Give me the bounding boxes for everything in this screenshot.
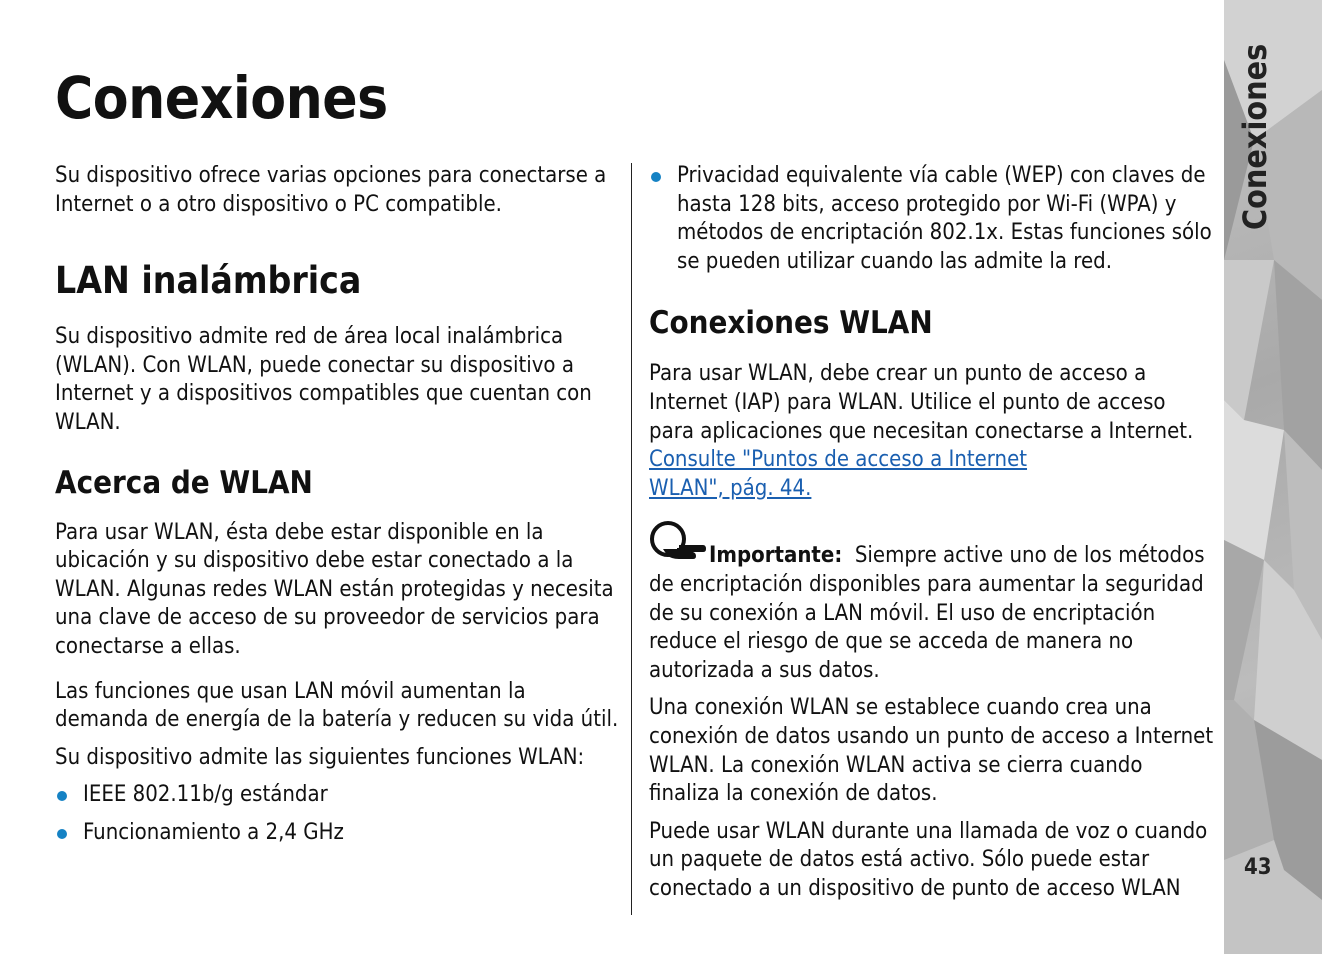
page-number: 43 <box>1244 855 1272 880</box>
bullet-icon <box>57 791 67 801</box>
acerca-paragraph-3: Su dispositivo admite las siguientes funciones WLAN: <box>55 744 585 770</box>
conexiones-paragraph-3: Puede usar WLAN durante una llamada de voz o cuando un paquete de datos está activo. Sólo puede estar conectado a un dispositivo de punto de acceso WLAN <box>649 818 1208 901</box>
important-label: Importante: <box>709 543 843 569</box>
feature-list-continued <box>649 162 1215 276</box>
page-title: Conexiones <box>55 64 388 132</box>
acerca-paragraph-2: Las funciones que usan LAN móvil aumentan la demanda de energía de la batería y reducen su vida útil. <box>55 678 619 733</box>
left-column <box>55 162 621 857</box>
acerca-paragraph-1: Para usar WLAN, ésta debe estar disponible en la ubicación y su dispositivo debe estar conectado a la WLAN. Algunas redes WLAN están protegidas y necesita una clave de acceso de su proveedor de servicios para conectarse a ellas. <box>55 519 614 659</box>
list-item <box>55 819 621 848</box>
link-line-2: WLAN", pág. 44. <box>649 475 812 501</box>
acerca-heading: Acerca de WLAN <box>55 464 313 501</box>
list-item-text: IEEE 802.11b/g estándar <box>83 782 328 808</box>
important-note <box>649 519 1215 685</box>
lan-heading: LAN inalámbrica <box>55 259 362 303</box>
list-item-text: Funcionamiento a 2,4 GHz <box>83 819 344 845</box>
conexiones-paragraph-1-text: Para usar WLAN, debe crear un punto de acceso a Internet (IAP) para WLAN. Utilice el punto de acceso para aplicaciones que necesitan conectarse a Internet. <box>649 361 1194 444</box>
list-item-text: Privacidad equivalente vía cable (WEP) con claves de hasta 128 bits, acceso protegido por Wi-Fi (WPA) y métodos de encriptación 802.1x. Estas funciones sólo se pueden utilizar cuando las admite la red. <box>677 163 1212 274</box>
bullet-icon <box>57 829 67 839</box>
lan-paragraph: Su dispositivo admite red de área local inalámbrica (WLAN). Con WLAN, puede conectar su dispositivo a Internet y a dispositivos compatibles que cuentan con WLAN. <box>55 324 592 435</box>
important-hand-icon <box>649 519 707 565</box>
right-column <box>649 162 1215 912</box>
important-text: Siempre active uno de los métodos de encriptación disponibles para aumentar la seguridad de su conexión a LAN móvil. El uso de encriptación reduce el riesgo de que se acceda de manera no autorizada a sus datos. <box>649 543 1205 683</box>
list-item <box>649 162 1215 276</box>
side-tab-title: Conexiones <box>1236 43 1274 230</box>
intro-paragraph: Su dispositivo ofrece varias opciones para conectarse a Internet o a otro dispositivo o PC compatible. <box>55 163 607 217</box>
conexiones-paragraph-2: Una conexión WLAN se establece cuando crea una conexión de datos usando un punto de acceso a Internet WLAN. La conexión WLAN activa se cierra cuando finaliza la conexión de datos. <box>649 695 1214 807</box>
list-item <box>55 781 621 810</box>
conexiones-wlan-heading: Conexiones WLAN <box>649 305 933 342</box>
link-line-1: Consulte "Puntos de acceso a Internet <box>649 447 1028 473</box>
bullet-icon <box>651 172 661 182</box>
conexiones-paragraph-1 <box>649 360 1215 503</box>
feature-list <box>55 781 621 847</box>
column-divider <box>631 163 632 915</box>
cross-reference-link[interactable] <box>649 447 1027 501</box>
